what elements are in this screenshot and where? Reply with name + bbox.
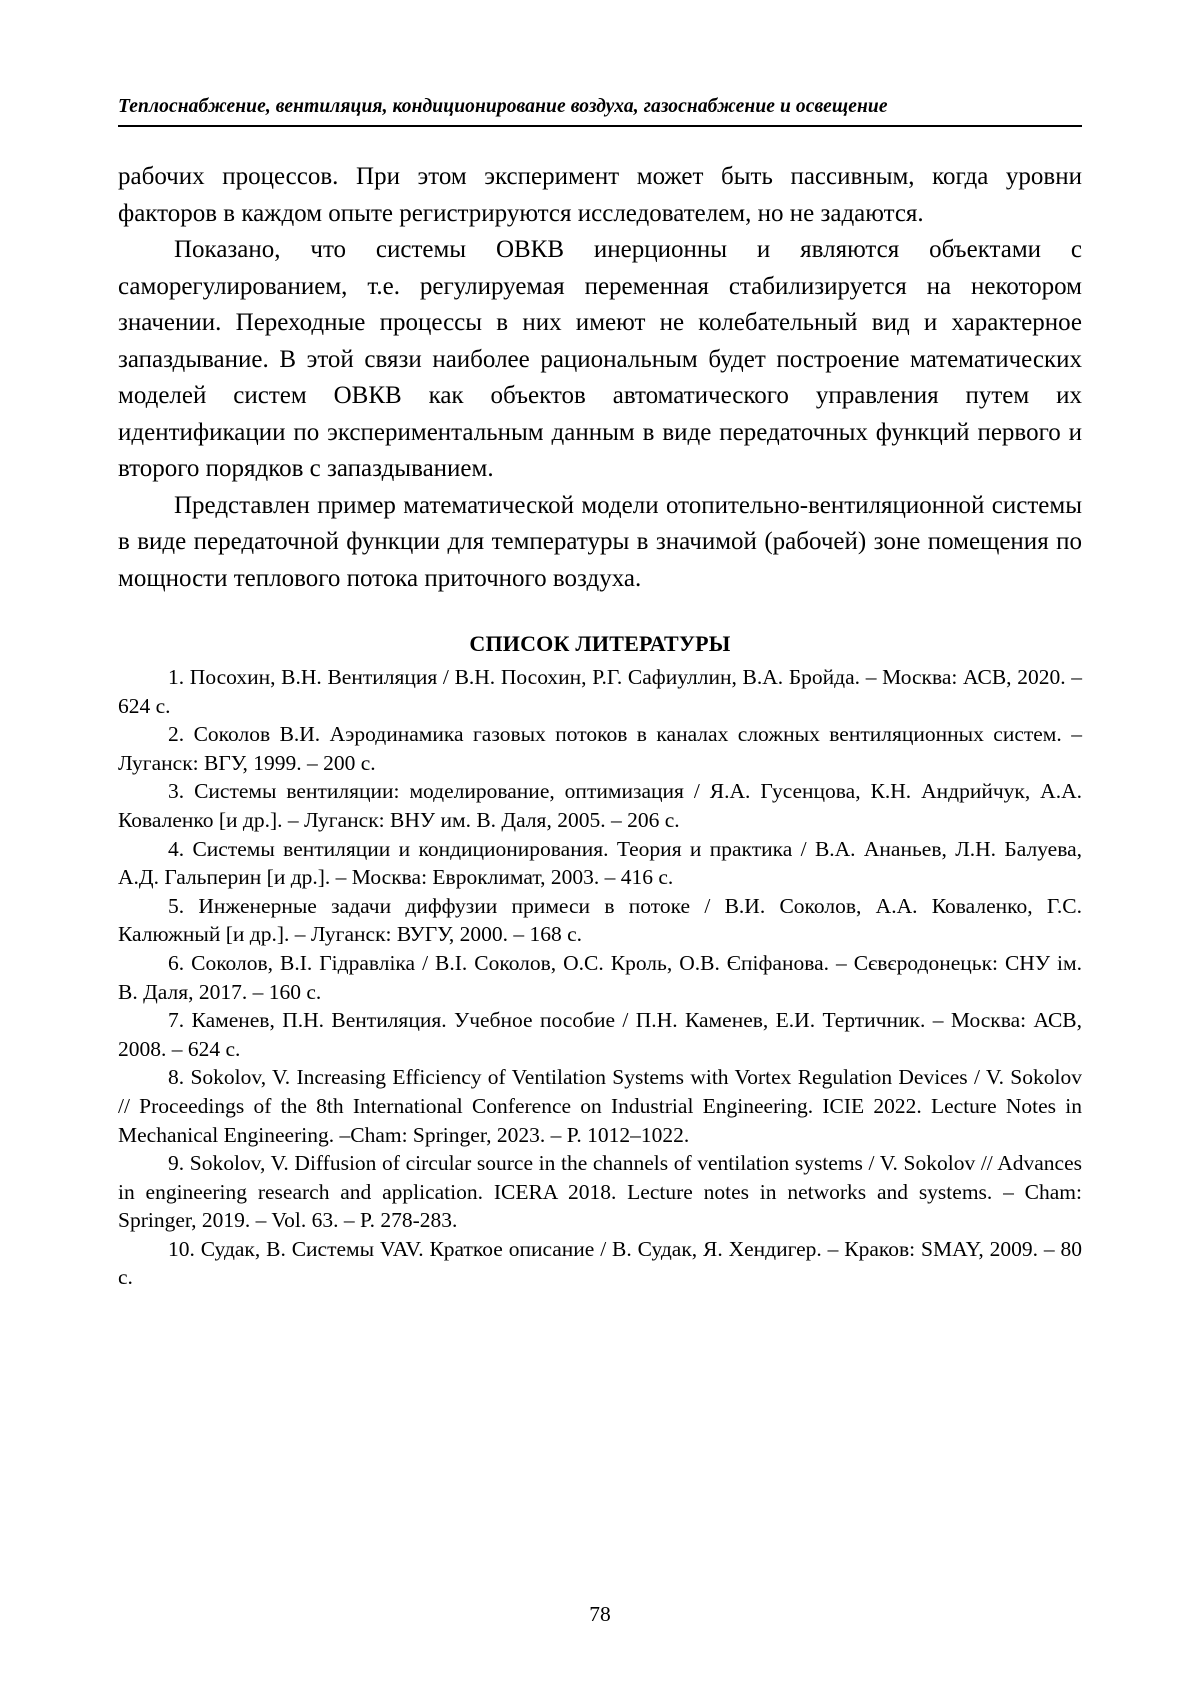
- reference-item: 8. Sokolov, V. Increasing Efficiency of Ventilation Systems with Vortex Regulation Devices / V. Sokolov // Proceedings of the 8th International Conference on Industrial Engineering. ICIE 2022. Lecture Notes in Mechanical Engineering. –Cham: Springer, 2023. – P. 1012–1022.: [118, 1065, 1082, 1147]
- paragraph: Представлен пример математической модели отопительно-вентиляционной системы в виде передаточной функции для температуры в значимой (рабочей) зоне помещения по мощности теплового потока приточного воздуха.: [118, 491, 1082, 592]
- reference-item: 5. Инженерные задачи диффузии примеси в потоке / В.И. Соколов, А.А. Коваленко, Г.С. Калюжный [и др.]. – Луганск: ВУГУ, 2000. – 168 с.: [118, 893, 1082, 947]
- reference-item: 10. Судак, В. Системы VAV. Краткое описание / В. Судак, Я. Хендигер. – Краков: SMAY, 2009. – 80 с.: [118, 1236, 1082, 1290]
- running-head: Теплоснабжение, вентиляция, кондиционирование воздуха, газоснабжение и освещение: [118, 96, 1082, 127]
- references-heading: СПИСОК ЛИТЕРАТУРЫ: [469, 631, 731, 656]
- body-text: [118, 159, 1082, 597]
- reference-item: 2. Соколов В.И. Аэродинамика газовых потоков в каналах сложных вентиляционных систем. – Луганск: ВГУ, 1999. – 200 с.: [118, 722, 1082, 775]
- reference-item: 7. Каменев, П.Н. Вентиляция. Учебное пособие / П.Н. Каменев, Е.И. Тертичник. – Москва: АСВ, 2008. – 624 с.: [118, 1008, 1082, 1061]
- reference-item: 3. Системы вентиляции: моделирование, оптимизация / Я.А. Гусенцова, К.Н. Андрийчук, А.А. Коваленко [и др.]. – Луганск: ВНУ им. В. Даля, 2005. – 206 с.: [118, 779, 1082, 832]
- references-list: [118, 663, 1082, 1292]
- reference-item: 6. Соколов, В.І. Гідравліка / В.І. Соколов, О.С. Кроль, О.В. Єпіфанова. – Сєвєродонецьк: СНУ ім. В. Даля, 2017. – 160 с.: [118, 950, 1082, 1004]
- page-number: 78: [589, 1602, 611, 1626]
- reference-item: 9. Sokolov, V. Diffusion of circular source in the channels of ventilation systems / V. Sokolov // Advances in engineering research and application. ICERA 2018. Lecture notes in networks and systems. – Cham: Springer, 2019. – Vol. 63. – P. 278-283.: [118, 1151, 1082, 1233]
- paragraph: Показано, что системы ОВКВ инерционны и являются объектами с саморегулированием, т.е. регулируемая переменная стабилизируется на некотором значении. Переходные процессы в них имеют не колебательный вид и характерное запаздывание. В этой связи наиболее рациональным будет построение математических моделей систем ОВКВ как объектов автоматического управления путем их идентификации по экспериментальным данным в виде передаточных функций первого и второго порядков с запаздыванием.: [118, 236, 1082, 482]
- reference-item: 4. Системы вентиляции и кондиционирования. Теория и практика / В.А. Ананьев, Л.Н. Балуева, А.Д. Гальперин [и др.]. – Москва: Евроклимат, 2003. – 416 с.: [118, 836, 1082, 890]
- reference-item: 1. Посохин, В.Н. Вентиляция / В.Н. Посохин, Р.Г. Сафиуллин, В.А. Бройда. – Москва: АСВ, 2020. – 624 с.: [118, 665, 1082, 718]
- paragraph-continued: рабочих процессов. При этом эксперимент может быть пассивным, когда уровни факторов в каждом опыте регистрируются исследователем, но не задаются.: [118, 163, 1082, 227]
